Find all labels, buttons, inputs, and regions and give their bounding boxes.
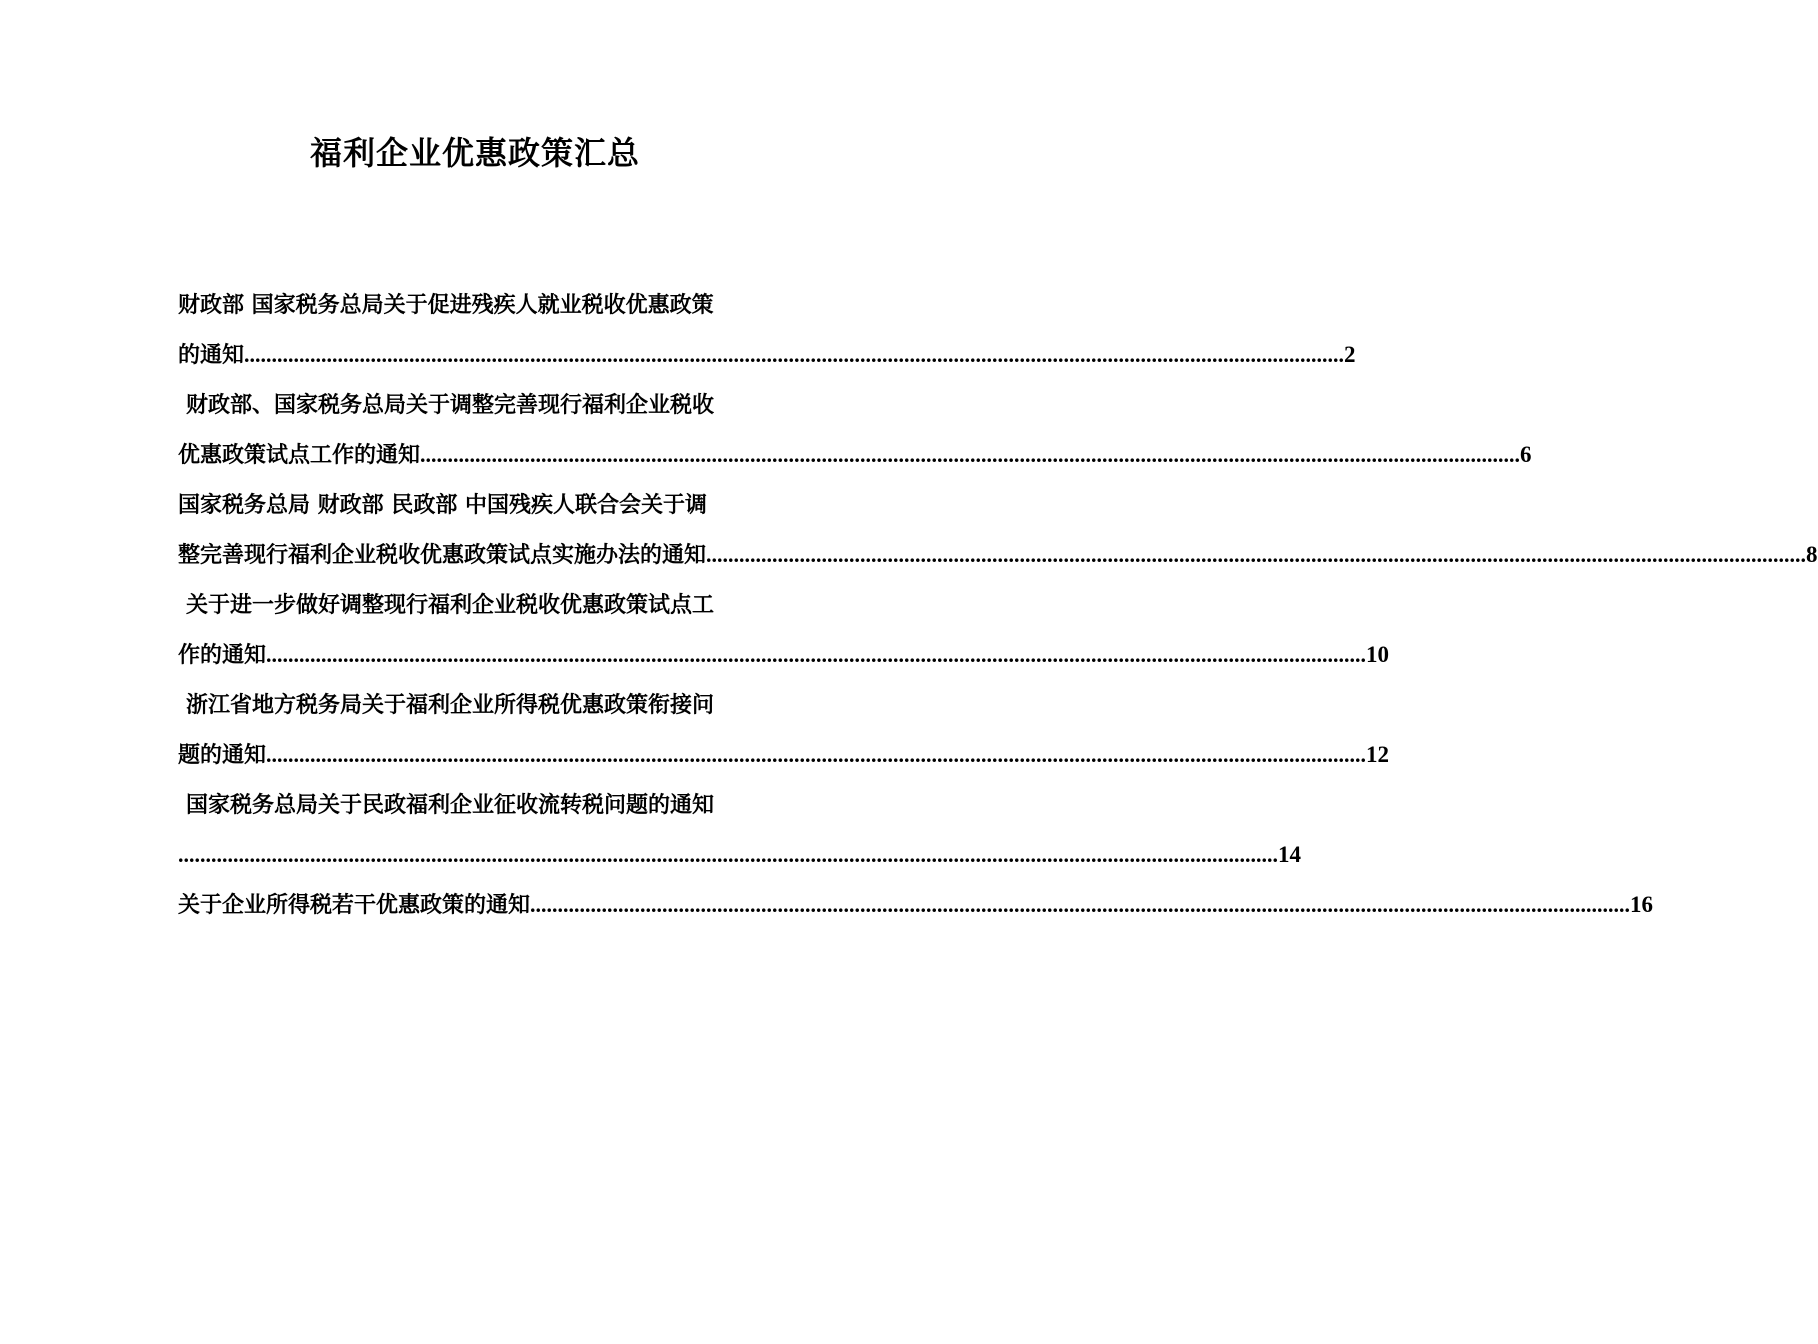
toc-entry-text: 国家税务总局关于民政福利企业征收流转税问题的通知: [186, 792, 715, 818]
dot-leader: ........................................................................................................................................................................................................: [530, 892, 1631, 917]
toc-entry-last-line: [178, 630, 1390, 680]
toc-page-number: 14: [1278, 842, 1301, 867]
toc-entry-text: 优惠政策试点工作的通知: [178, 442, 421, 468]
toc-entry-text: 整完善现行福利企业税收优惠政策试点实施办法的通知: [178, 542, 707, 568]
dot-leader: ........................................................................................................................................................................................................: [244, 342, 1345, 367]
toc-page-number: 2: [1344, 342, 1356, 367]
dot-leader: ........................................................................................................................................................................................................: [178, 842, 1278, 867]
dot-leader: ........................................................................................................................................................................................................: [706, 542, 1807, 567]
toc-entry-text: 关于进一步做好调整现行福利企业税收优惠政策试点工: [186, 592, 715, 618]
toc-page-number: 12: [1366, 742, 1390, 767]
toc-entry-last-line: [178, 830, 1301, 880]
toc-entry[interactable]: [178, 480, 1818, 580]
toc-entry-text: 的通知: [178, 342, 245, 368]
document-title: 福利企业优惠政策汇总: [309, 134, 640, 172]
toc-entry[interactable]: [178, 380, 1532, 480]
toc-entry-last-line: [178, 880, 1654, 930]
toc-entry-text: 财政部、国家税务总局关于调整完善现行福利企业税收: [186, 392, 715, 418]
toc-page-number: 10: [1366, 642, 1390, 667]
toc-entry-last-line: [178, 730, 1390, 780]
toc-entry-text: 题的通知: [178, 742, 267, 768]
toc-page-number: 16: [1630, 892, 1654, 917]
toc-entry[interactable]: [178, 780, 1301, 880]
toc-entry-last-line: [178, 430, 1532, 480]
toc-entry-text: 关于企业所得税若干优惠政策的通知: [178, 892, 531, 918]
table-of-contents: [178, 280, 1818, 930]
toc-entry-text: 作的通知: [178, 642, 267, 668]
toc-entry-text: 浙江省地方税务局关于福利企业所得税优惠政策衔接问: [186, 692, 715, 718]
toc-entry-last-line: [178, 330, 1356, 380]
dot-leader: ........................................................................................................................................................................................................: [420, 442, 1521, 467]
toc-entry[interactable]: [178, 280, 1356, 380]
toc-entry-text: 国家税务总局 财政部 民政部 中国残疾人联合会关于调: [178, 492, 707, 518]
toc-page-number: 6: [1520, 442, 1532, 467]
dot-leader: ........................................................................................................................................................................................................: [266, 642, 1367, 667]
toc-page-number: 8: [1806, 542, 1818, 567]
dot-leader: ........................................................................................................................................................................................................: [266, 742, 1367, 767]
toc-entry[interactable]: [178, 880, 1654, 930]
toc-entry[interactable]: [178, 580, 1390, 680]
toc-entry-text: 财政部 国家税务总局关于促进残疾人就业税收优惠政策: [178, 292, 714, 318]
toc-entry[interactable]: [178, 680, 1390, 780]
toc-entry-last-line: [178, 530, 1818, 580]
